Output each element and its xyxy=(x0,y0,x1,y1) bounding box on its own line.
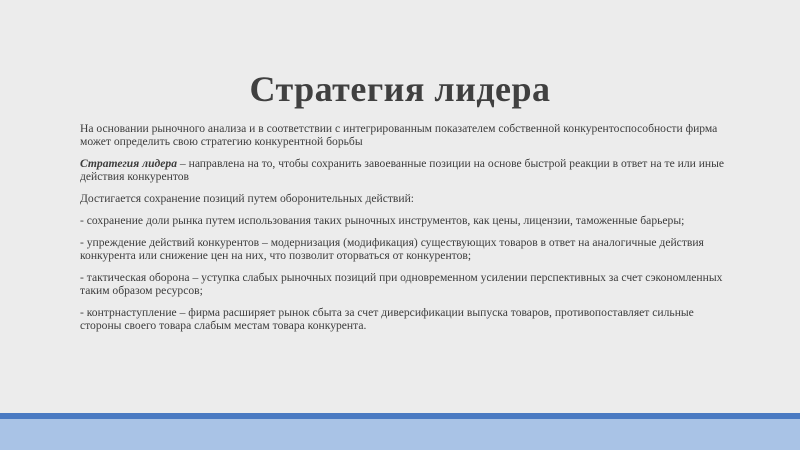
slide-title: Стратегия лидера xyxy=(249,69,551,109)
list-item-tactical-defense: - тактическая оборона – уступка слабых рыночных позиций при одновременном усилении перспективных за счет сэкономленных таким образом ресурсов; xyxy=(80,271,723,297)
definition-text: – направлена на то, чтобы сохранить завоеванные позиции на основе быстрой реакции в ответ на те или иные действия конкурентов xyxy=(80,157,725,183)
paragraph-intro: На основании рыночного анализа и в соответствии с интегрированным показателем собственной конкурентоспособности фирма может определить свою стратегию конкурентной борьбы xyxy=(80,122,718,148)
slide-body xyxy=(80,122,730,341)
footer-band xyxy=(0,419,800,450)
list-item-preemption: - упреждение действий конкурентов – модернизация (модификация) существующих товаров в ответ на аналогичные действия конкурента или снижение цен на них, что позволит оторваться от конкурентов; xyxy=(80,236,704,262)
list-item-market-share: - сохранение доли рынка путем использования таких рыночных инструментов, как цены, лицензии, таможенные барьеры; xyxy=(80,214,685,227)
list-item-counterattack: - контрнаступление – фирма расширяет рынок сбыта за счет диверсификации выпуска товаров, противопоставляет сильные стороны своего товара слабым местам товара конкурента. xyxy=(80,306,694,332)
paragraph-means: Достигается сохранение позиций путем оборонительных действий: xyxy=(80,192,415,205)
emphasis-term: Стратегия лидера xyxy=(80,157,178,170)
paragraph-definition xyxy=(80,157,730,183)
